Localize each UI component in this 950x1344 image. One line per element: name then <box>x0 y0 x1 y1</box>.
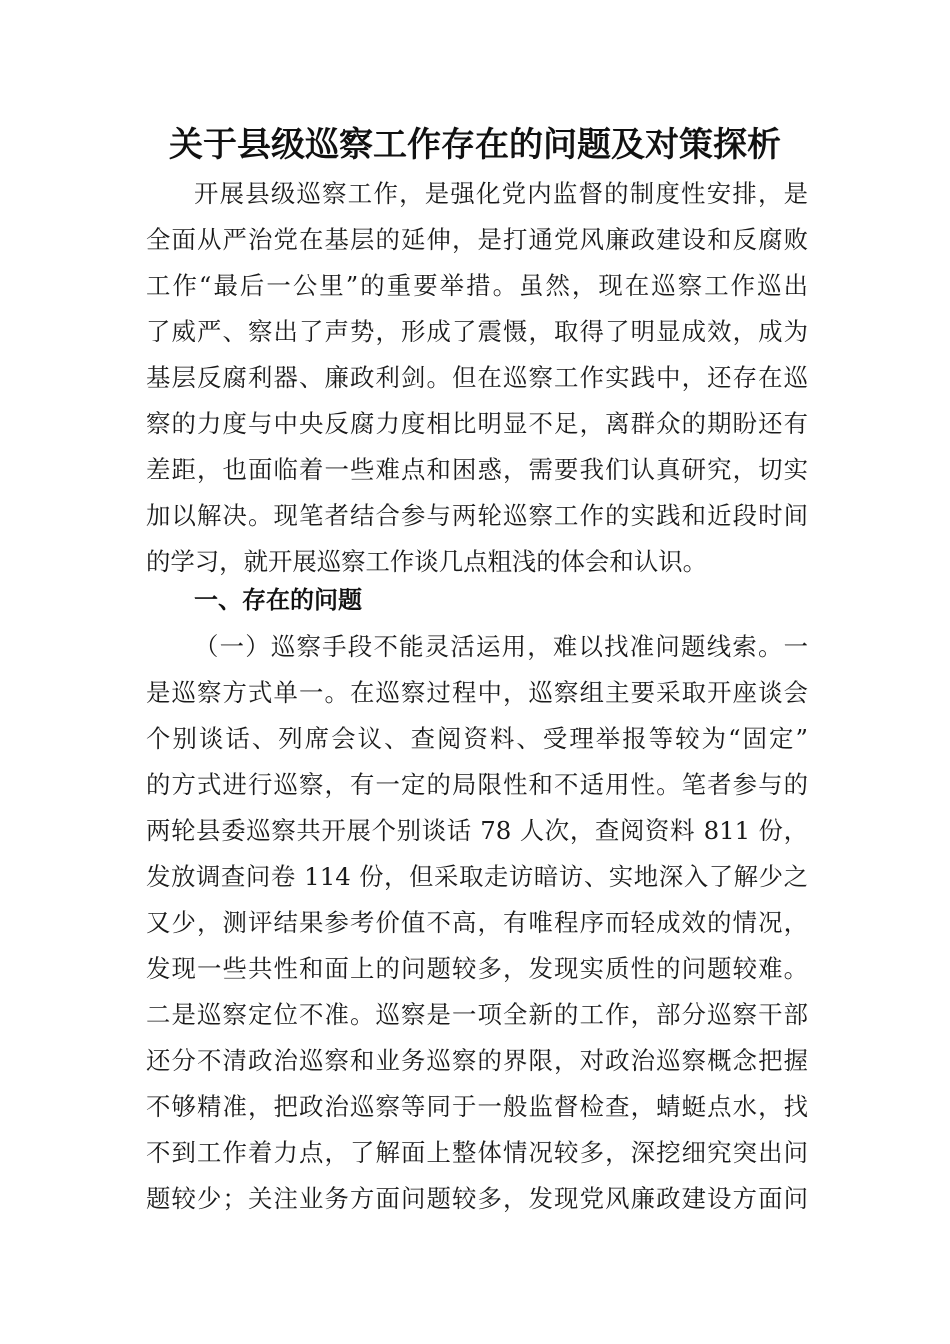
intro-line: 工作“最后一公里”的重要举措。虽然，现在巡察工作巡出 <box>146 271 808 300</box>
body-line: 两轮县委巡察共开展个别谈话 78 人次，查阅资料 811 份， <box>146 816 808 845</box>
body-line: 发放调查问卷 114 份，但采取走访暗访、实地深入了解少之 <box>146 862 808 891</box>
intro-line: 察的力度与中央反腐力度相比明显不足，离群众的期盼还有 <box>146 409 808 438</box>
body-line: 不够精准，把政治巡察等同于一般监督检查，蜻蜓点水，找 <box>146 1092 808 1121</box>
intro-line: 加以解决。现笔者结合参与两轮巡察工作的实践和近段时间 <box>146 501 808 530</box>
body-line: 个别谈话、列席会议、查阅资料、受理举报等较为“固定” <box>146 724 808 753</box>
body-line: 的方式进行巡察，有一定的局限性和不适用性。笔者参与的 <box>146 770 808 799</box>
intro-line: 的学习，就开展巡察工作谈几点粗浅的体会和认识。 <box>146 547 707 576</box>
body-line: 不到工作着力点，了解面上整体情况较多，深挖细究突出问 <box>146 1138 808 1167</box>
intro-line: 开展县级巡察工作，是强化党内监督的制度性安排，是 <box>194 179 808 208</box>
intro-line: 了威严、察出了声势，形成了震慑，取得了明显成效，成为 <box>146 317 808 346</box>
body-line: 题较少；关注业务方面问题较多，发现党风廉政建设方面问 <box>146 1184 808 1213</box>
body-line: 是巡察方式单一。在巡察过程中，巡察组主要采取开座谈会 <box>146 678 808 707</box>
body-line: 发现一些共性和面上的问题较多，发现实质性的问题较难。 <box>146 954 808 983</box>
intro-line: 全面从严治党在基层的延伸，是打通党风廉政建设和反腐败 <box>146 225 808 254</box>
intro-line: 基层反腐利器、廉政利剑。但在巡察工作实践中，还存在巡 <box>146 363 808 392</box>
intro-line: 差距，也面临着一些难点和困惑，需要我们认真研究，切实 <box>146 455 808 484</box>
body-line: 还分不清政治巡察和业务巡察的界限，对政治巡察概念把握 <box>146 1046 808 1075</box>
document-title: 关于县级巡察工作存在的问题及对策探析 <box>169 125 781 165</box>
body-line: 二是巡察定位不准。巡察是一项全新的工作，部分巡察干部 <box>146 1000 808 1029</box>
body-line: 又少，测评结果参考价值不高，有唯程序而轻成效的情况， <box>146 908 808 937</box>
body-line: （一）巡察手段不能灵活运用，难以找准问题线索。一 <box>194 632 808 661</box>
section-heading: 一、存在的问题 <box>194 586 362 614</box>
